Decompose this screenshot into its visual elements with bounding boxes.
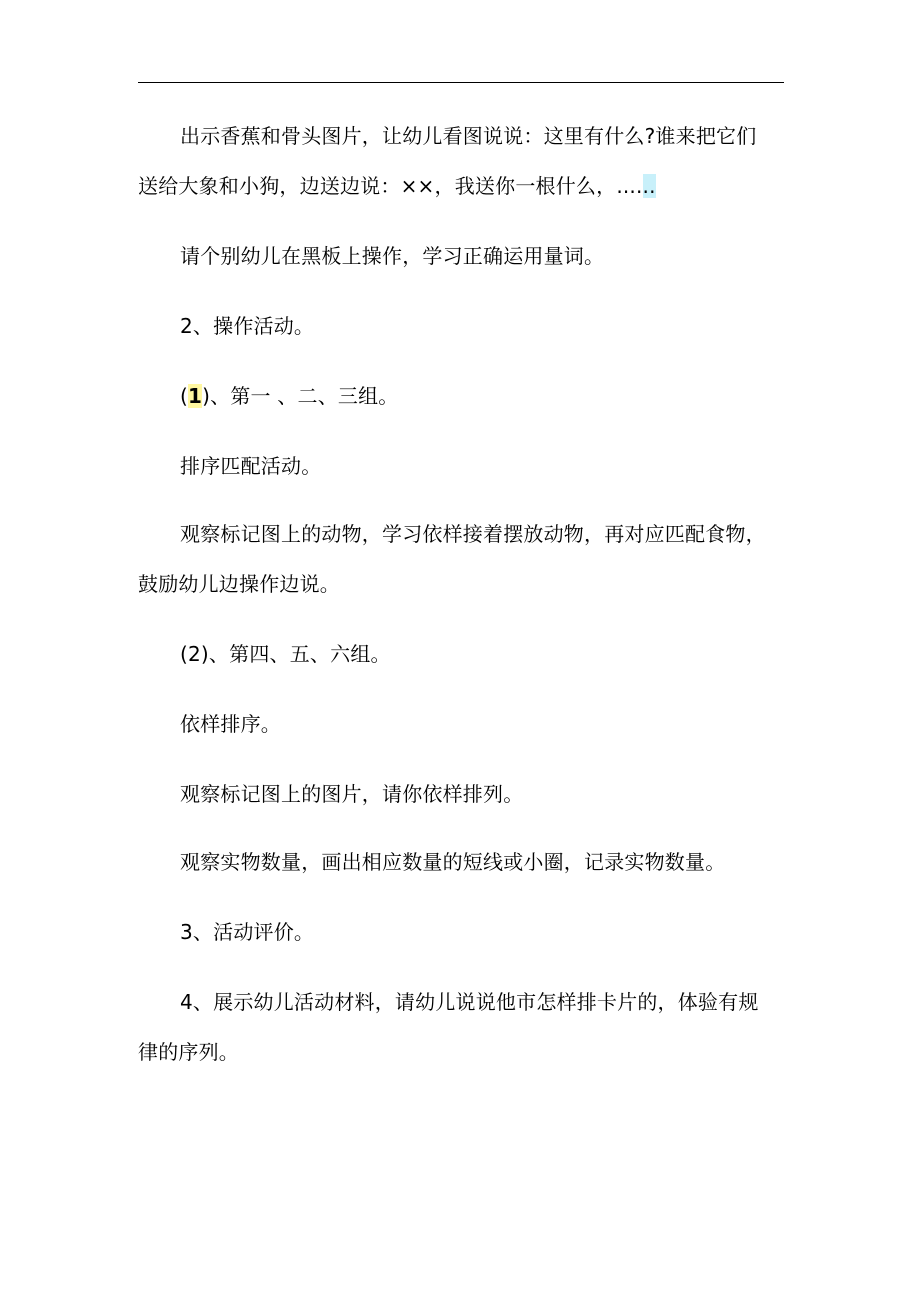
paragraph-line (180, 780, 523, 808)
text: 依样排序。 (180, 712, 281, 736)
text: 排序匹配活动。 (180, 454, 322, 478)
subsection-heading (180, 382, 399, 410)
text: 观察实物数量，画出相应数量的短线或小圈，记录实物数量。 (180, 850, 726, 874)
text: 观察标记图上的动物，学习依样接着摆放动物，再对应匹配食物， (180, 522, 766, 546)
text: 出示香蕉和骨头图片，让幼儿看图说说：这里有什么?谁来把它们 (180, 124, 757, 148)
paragraph-line (180, 242, 604, 270)
text: 3、活动评价。 (180, 920, 315, 944)
text: 4、展示幼儿活动材料，请幼儿说说他市怎样排卡片的，体验有规 (180, 990, 759, 1014)
text: 观察标记图上的图片，请你依样排列。 (180, 782, 524, 806)
section-heading (180, 312, 314, 340)
section-heading (180, 918, 314, 946)
paragraph-line (180, 988, 759, 1016)
subsection-heading (180, 640, 391, 668)
text: 律的序列。 (138, 1040, 239, 1064)
highlighted-text: .. (642, 174, 656, 198)
paragraph-line (180, 520, 766, 548)
paragraph-line (138, 570, 340, 598)
text: 送给大象和小狗，边送边说：××，我送你一根什么，.... (138, 174, 643, 198)
text: 鼓励幼儿边操作边说。 (138, 572, 340, 596)
text: 请个别幼儿在黑板上操作，学习正确运用量词。 (180, 244, 605, 268)
highlighted-text: 1 (188, 384, 203, 408)
paragraph-line (180, 710, 281, 738)
paragraph-line (138, 172, 656, 200)
text: 2、操作活动。 (180, 314, 315, 338)
text: (2)、第四、五、六组。 (180, 642, 391, 666)
text: )、第一 、二、三组。 (202, 384, 399, 408)
header-rule (138, 82, 784, 83)
paragraph-line (180, 848, 725, 876)
paragraph-line (180, 452, 321, 480)
paragraph-line (138, 1038, 239, 1066)
text: ( (180, 384, 189, 408)
paragraph-line (180, 122, 756, 150)
